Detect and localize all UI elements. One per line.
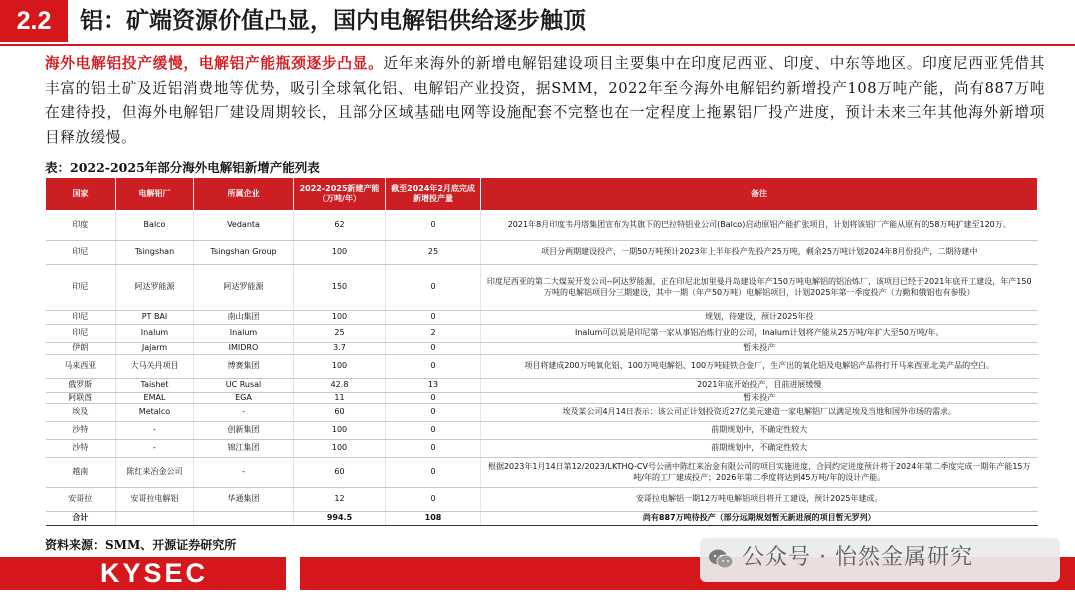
company-cell: IMIDRO xyxy=(194,343,294,355)
table-row xyxy=(46,458,1038,488)
capacity-cell: 100 xyxy=(294,311,386,325)
smelter-cell: Taishet xyxy=(116,378,194,392)
capacity-cell: 62 xyxy=(294,211,386,241)
table-row xyxy=(46,378,1038,392)
smelter-cell: Metalco xyxy=(116,404,194,422)
page-title: 铝：矿端资源价值凸显，国内电解铝供给逐步触顶 xyxy=(80,7,586,34)
company-cell: Vedanta xyxy=(194,211,294,241)
table-row xyxy=(46,265,1038,311)
capacity-cell: 12 xyxy=(294,488,386,512)
table-total-row xyxy=(46,512,1038,526)
note-cell: 2021年底开始投产，目前进展缓慢 xyxy=(481,378,1038,392)
smelter-cell: 大马关丹项目 xyxy=(116,354,194,378)
capacity-cell: 25 xyxy=(294,325,386,343)
country-cell: 印尼 xyxy=(46,265,116,311)
country-cell: 伊朗 xyxy=(46,343,116,355)
table-row xyxy=(46,354,1038,378)
capacity-table xyxy=(45,177,1038,526)
smelter-cell: 陈红来冶金公司 xyxy=(116,458,194,488)
total-note: 尚有887万吨待投产（部分远期规划暂无新进展的项目暂无罗列） xyxy=(481,512,1038,526)
completed-cell: 0 xyxy=(386,440,481,458)
completed-cell: 0 xyxy=(386,392,481,404)
country-cell: 印度 xyxy=(46,211,116,241)
capacity-cell: 100 xyxy=(294,241,386,265)
company-cell: Tsingshan Group xyxy=(194,241,294,265)
note-cell: 2021年8月印度韦丹塔集团宣布为其旗下的巴拉特铝业公司(Balco)启动原铝产能扩张项目，计划将该铝厂产能从原有的58万吨扩建至120万。 xyxy=(481,211,1038,241)
company-cell: 锦江集团 xyxy=(194,440,294,458)
note-cell: 项目分两期建设投产，一期50万吨预计2023年上半年投产先投产25万吨，剩余25万吨计划2024年8月份投产，二期待建中 xyxy=(481,241,1038,265)
company-cell: Inalum xyxy=(194,325,294,343)
smelter-cell: 阿达罗能源 xyxy=(116,265,194,311)
note-cell: 规划，待建设，预计2025年投 xyxy=(481,311,1038,325)
table-row xyxy=(46,343,1038,355)
total-capacity: 994.5 xyxy=(294,512,386,526)
country-cell: 沙特 xyxy=(46,440,116,458)
completed-cell: 25 xyxy=(386,241,481,265)
total-completed: 108 xyxy=(386,512,481,526)
watermark-text: 公众号 · 怡然金属研究 xyxy=(742,545,973,570)
smelter-cell: EMAL xyxy=(116,392,194,404)
company-cell: UC Rusal xyxy=(194,378,294,392)
source-note: 资料来源：SMM、开源证券研究所 xyxy=(45,538,237,552)
company-cell: 南山集团 xyxy=(194,311,294,325)
company-cell: - xyxy=(194,458,294,488)
total-smelter xyxy=(116,512,194,526)
country-cell: 阿联酋 xyxy=(46,392,116,404)
note-cell: 项目将建成200万吨氧化铝、100万吨电解铝、100万吨硅铁合金厂，生产出的氧化铝及电解铝产品将打开马来西亚北美产品的空白。 xyxy=(481,354,1038,378)
note-cell: 暂未投产 xyxy=(481,343,1038,355)
section-number: 2.2 xyxy=(0,0,68,42)
header-completed: 截至2024年2月底完成新增投产量 xyxy=(386,178,481,211)
table-row xyxy=(46,211,1038,241)
smelter-cell: Jajarm xyxy=(116,343,194,355)
country-cell: 安哥拉 xyxy=(46,488,116,512)
table-row xyxy=(46,422,1038,440)
country-cell: 俄罗斯 xyxy=(46,378,116,392)
country-cell: 马来西亚 xyxy=(46,354,116,378)
note-cell: 埃及某公司4月14日表示：该公司正计划投资近27亿美元建造一家电解铝厂以满足埃及当地和国外市场的需求。 xyxy=(481,404,1038,422)
capacity-cell: 60 xyxy=(294,404,386,422)
body-paragraph xyxy=(45,52,1045,150)
smelter-cell: Tsingshan xyxy=(116,241,194,265)
header-smelter: 电解铝厂 xyxy=(116,178,194,211)
company-cell: 博赛集团 xyxy=(194,354,294,378)
smelter-cell: 安哥拉电解铝 xyxy=(116,488,194,512)
completed-cell: 0 xyxy=(386,211,481,241)
capacity-cell: 100 xyxy=(294,354,386,378)
completed-cell: 0 xyxy=(386,458,481,488)
paragraph-body: 近年来海外的新增电解铝建设项目主要集中在印度尼西亚、印度、中东等地区。印度尼西亚凭借其丰富的铝土矿及近铝消费地等优势，吸引全球氧化铝、电解铝产业投资，据SMM，2022年至今海外电解铝约新增投产108万吨产能，尚有887万吨在建待投，但海外电解铝厂建设周期较长，且部分区域基础电网等设施配套不完整也在一定程度上拖累铝厂投产进度，预计未来三年其他海外新增项目释放缓慢。 xyxy=(45,55,1045,146)
header-divider xyxy=(0,44,1075,46)
header-country: 国家 xyxy=(46,178,116,211)
completed-cell: 2 xyxy=(386,325,481,343)
table-row xyxy=(46,241,1038,265)
capacity-cell: 3.7 xyxy=(294,343,386,355)
completed-cell: 0 xyxy=(386,265,481,311)
capacity-cell: 150 xyxy=(294,265,386,311)
header-notes: 备注 xyxy=(481,178,1038,211)
capacity-cell: 100 xyxy=(294,440,386,458)
footer-logo: KYSEC xyxy=(100,558,209,588)
country-cell: 印尼 xyxy=(46,325,116,343)
total-label: 合计 xyxy=(46,512,116,526)
smelter-cell: - xyxy=(116,440,194,458)
table-row xyxy=(46,392,1038,404)
smelter-cell: - xyxy=(116,422,194,440)
page-header xyxy=(0,0,1075,46)
completed-cell: 0 xyxy=(386,354,481,378)
note-cell: 前期规划中，不确定性较大 xyxy=(481,440,1038,458)
table-row xyxy=(46,311,1038,325)
note-cell: Inalum可以说是印尼第一家从事铝冶炼行业的公司，Inalum计划将产能从25万吨/年扩大至50万吨/年。 xyxy=(481,325,1038,343)
company-cell: 华通集团 xyxy=(194,488,294,512)
company-cell: EGA xyxy=(194,392,294,404)
completed-cell: 0 xyxy=(386,311,481,325)
country-cell: 印尼 xyxy=(46,241,116,265)
note-cell: 前期规划中，不确定性较大 xyxy=(481,422,1038,440)
country-cell: 沙特 xyxy=(46,422,116,440)
header-new-capacity: 2022-2025新建产能（万吨/年） xyxy=(294,178,386,211)
table-row xyxy=(46,325,1038,343)
company-cell: 创新集团 xyxy=(194,422,294,440)
table-title: 表：2022-2025年部分海外电解铝新增产能列表 xyxy=(45,160,320,175)
country-cell: 印尼 xyxy=(46,311,116,325)
country-cell: 埃及 xyxy=(46,404,116,422)
note-cell: 根据2023年1月14日第12/2023/LKTHQ-CV号公函中陈红来冶金有限公司的项目实施进度，合同约定进度预计将于2024年第二季度完成一期年产能15万吨/年的工厂建成投产；2026年第二季度将达到45万吨/年的设计产能。 xyxy=(481,458,1038,488)
capacity-cell: 42.8 xyxy=(294,378,386,392)
table-row xyxy=(46,488,1038,512)
note-cell: 暂未投产 xyxy=(481,392,1038,404)
completed-cell: 0 xyxy=(386,422,481,440)
note-cell: 印度尼西亚的第二大煤炭开发公司--阿达罗能源，正在印尼北加里曼丹岛建设年产150万吨电解铝的铝冶炼厂，该项目已经于2021年底开工建设，年产150万吨的电解铝项目分三期建设，其中一期（年产50万吨）电解铝项目，计划2025年第一季度投产（力勤和俄铝也有参股） xyxy=(481,265,1038,311)
table-header-row xyxy=(46,178,1038,211)
paragraph-highlight: 海外电解铝投产缓慢，电解铝产能瓶颈逐步凸显。 xyxy=(45,55,384,72)
note-cell: 安哥拉电解铝一期12万吨电解铝项目将开工建设，预计2025年建成。 xyxy=(481,488,1038,512)
header-company: 所属企业 xyxy=(194,178,294,211)
smelter-cell: Inalum xyxy=(116,325,194,343)
total-company xyxy=(194,512,294,526)
company-cell: 阿达罗能源 xyxy=(194,265,294,311)
company-cell: - xyxy=(194,404,294,422)
wechat-icon xyxy=(708,548,734,570)
table-row xyxy=(46,440,1038,458)
completed-cell: 13 xyxy=(386,378,481,392)
capacity-cell: 60 xyxy=(294,458,386,488)
country-cell: 越南 xyxy=(46,458,116,488)
capacity-cell: 100 xyxy=(294,422,386,440)
smelter-cell: PT BAI xyxy=(116,311,194,325)
smelter-cell: Balco xyxy=(116,211,194,241)
completed-cell: 0 xyxy=(386,488,481,512)
completed-cell: 0 xyxy=(386,404,481,422)
table-row xyxy=(46,404,1038,422)
capacity-cell: 11 xyxy=(294,392,386,404)
completed-cell: 0 xyxy=(386,343,481,355)
